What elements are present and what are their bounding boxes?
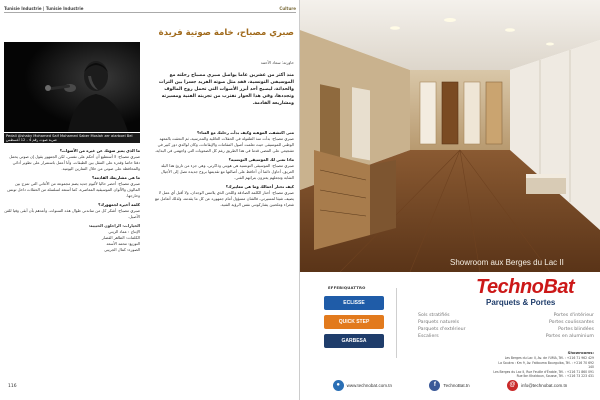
showroom-photo — [300, 0, 600, 272]
answer: صبري مصباح: لا أستطيع أن أحكم على نفسي، لكن الجمهور يقول إن صوتي يحمل دفئا خاصا وقدرة على التنقل بين الطبقات، وأنا أعمل باستمرار على تطوير أدائي والمحافظة على صوتي من خلال التمارين اليومية. — [9, 154, 140, 171]
article-column-left — [4, 148, 140, 380]
product-item: Portes coulissantes — [548, 320, 594, 325]
facebook-icon: f — [429, 380, 440, 391]
product-item: Portes d'intérieur — [553, 313, 594, 318]
question: ماذا تعني لك الموسيقى التونسية؟ — [228, 157, 294, 162]
email-text: info@technobat.com.tn — [520, 382, 568, 388]
answer: صبري مصباح: الموسيقى التونسية هي هويتي وذاكرتي، وهي جزء من تاريخ هذا البلد العريق، أحاول دائما أن أحافظ على أصالتها مع تقديمها بروح جديدة تصل إلى الأجيال الشابة وتجعلهم يعتزون بتراثهم الفني. — [160, 163, 294, 180]
credit-line: الإنتاج : عماد الزيني — [108, 229, 140, 234]
technobat-tagline: Parquets & Portes — [486, 298, 556, 307]
globe-icon: ● — [333, 380, 344, 391]
song-credits — [4, 223, 140, 253]
divider — [396, 288, 397, 358]
singer-silhouette-icon — [4, 42, 140, 132]
credit-line: الكلمات: الطاهر القصار — [101, 235, 140, 240]
article-title: صبري مصباح، خامة صوتية فريدة — [158, 28, 294, 38]
singer-photo — [4, 42, 140, 132]
showroom-interior-icon — [300, 0, 600, 272]
credit-line: الصورة: كمال الجريبي — [104, 247, 140, 252]
product-list-doors — [508, 312, 594, 340]
technobat-logo: TechnoBat — [476, 276, 575, 298]
address-line: Rue Ibn Khaldoun, Sousse, Tél. : +216 73 223 431 — [516, 374, 594, 379]
facebook-text: TechnoBat.tn — [443, 382, 470, 388]
product-item: Portes blindées — [558, 327, 594, 332]
garbesa-logo: GARBESA — [324, 334, 384, 348]
article-byline: حاورته: سعاد الأحمد — [260, 60, 294, 65]
product-item: Sols stratifiés — [418, 313, 450, 318]
effebi-brand: EFFEBIQUATTRO — [328, 285, 366, 290]
product-item: Parquets naturels — [418, 320, 460, 325]
eclisse-logo: ECLISSE — [324, 296, 384, 310]
product-list-floors — [418, 312, 498, 340]
contact-bar — [300, 374, 600, 396]
question: متى اكتشفت الموهبة وكيف بدأت رحلتك مع الغناء؟ — [196, 130, 294, 135]
credits-title: الخيارات: الراحلون الحبيبة: — [88, 223, 140, 228]
page-header — [4, 4, 296, 13]
product-item: Portes en aluminium — [545, 334, 594, 339]
website-link[interactable] — [333, 380, 392, 391]
showroom-caption: Showroom aux Berges du Lac II — [450, 258, 564, 267]
email-icon: @ — [507, 380, 518, 391]
answer: صبري مصباح: بدأت منذ الطفولة في الحفلات العائلية والمدرسية، ثم التحقت بالمعهد الوطني للموسيقى حيث تعلمت أصول المقامات والإيقاعات، وكان لوالدي دور كبير في تشجيعي على المضي قدما في هذا الطريق رغم كل الصعوبات التي واجهتني في البداية. — [154, 136, 294, 153]
showrooms-title: Showrooms: — [567, 350, 594, 355]
product-item: Escaliers — [418, 334, 439, 339]
question: كيف تختار أعمالك وما هي معاييرك؟ — [225, 184, 294, 189]
address-line: Les Berges du Lac II, Av. de l'UMA, Tél. : +216 71 962 429 — [504, 356, 594, 360]
question: كلمة أخيرة لجمهورك؟ — [98, 202, 140, 207]
website-text: www.technobat.com.tn — [346, 382, 392, 388]
facebook-link[interactable] — [429, 380, 469, 391]
magazine-right-page-ad — [300, 0, 600, 400]
quick-step-logo: QUICK STEP — [324, 315, 384, 329]
address-line: Les Berges du Lac II, Rue Feuille d'Érable, Tél. : +216 71 860 091 — [493, 369, 594, 374]
article-column-right — [150, 130, 294, 380]
answer: صبري مصباح: أشكر كل من ساندني طوال هذه السنوات، وأعدهم بأن أبقى وفيا للفن الأصيل. — [4, 208, 140, 219]
answer: صبري مصباح: أحضر حاليا لألبوم جديد يضم مجموعة من الأغاني التي تمزج بين المالوف والألوان الموسيقية المعاصرة، كما أستعد لسلسلة من الحفلات داخل تونس وخارجها. — [7, 181, 140, 198]
photo-caption: Pedali Alshaby Mohamed Saif Mohamed Saber Moslah zer alarboei Bel ضربة صوت رقم 4 - 12 أغسطس — [4, 133, 140, 143]
question: ما هي مشاريعك القادمة؟ — [92, 175, 140, 180]
page-number: 116 — [8, 384, 17, 389]
address-line: La Soukra : Km 9, Av. Fattouma Bourguiba, Tél. : +216 70 692 140 — [498, 360, 594, 370]
answer: صبري مصباح: أختار الكلمة الصادقة واللحن الذي يلامس الوجدان، ولا أقبل أي عمل لا يضيف شيئا لمسيرتي، فالفنان مسؤول أمام جمهوره عن كل ما يقدمه، ولذلك أتعامل مع شعراء وملحنين يشاركونني نفس الرؤية الفنية. — [154, 190, 294, 207]
header-publication: Tunisie Industrie | Tunisie Industrie — [4, 5, 84, 11]
email-link[interactable] — [507, 380, 567, 391]
credit-line: التوزيع: محمد الأسعد — [106, 241, 140, 246]
question: ما الذي يميز صوتك عن غيره من الأصوات؟ — [59, 148, 140, 153]
header-section: Culture — [279, 5, 296, 11]
article-intro: منذ أكثر من عشرين عاما يواصل صبري مصباح رحلته مع الموسيقى التونسية، فقد مثل صوته الفريد جسرا بين التراث والحداثة، ليصبح أحد أبرز الأصوات التي تحمل روح المالوف وتجددها، وفي هذا الحوار نقترب من تجربته الفنية ومسيرته ومشاريعه القادمة. — [158, 73, 294, 106]
product-item: Parquets d'extérieur — [418, 327, 466, 332]
